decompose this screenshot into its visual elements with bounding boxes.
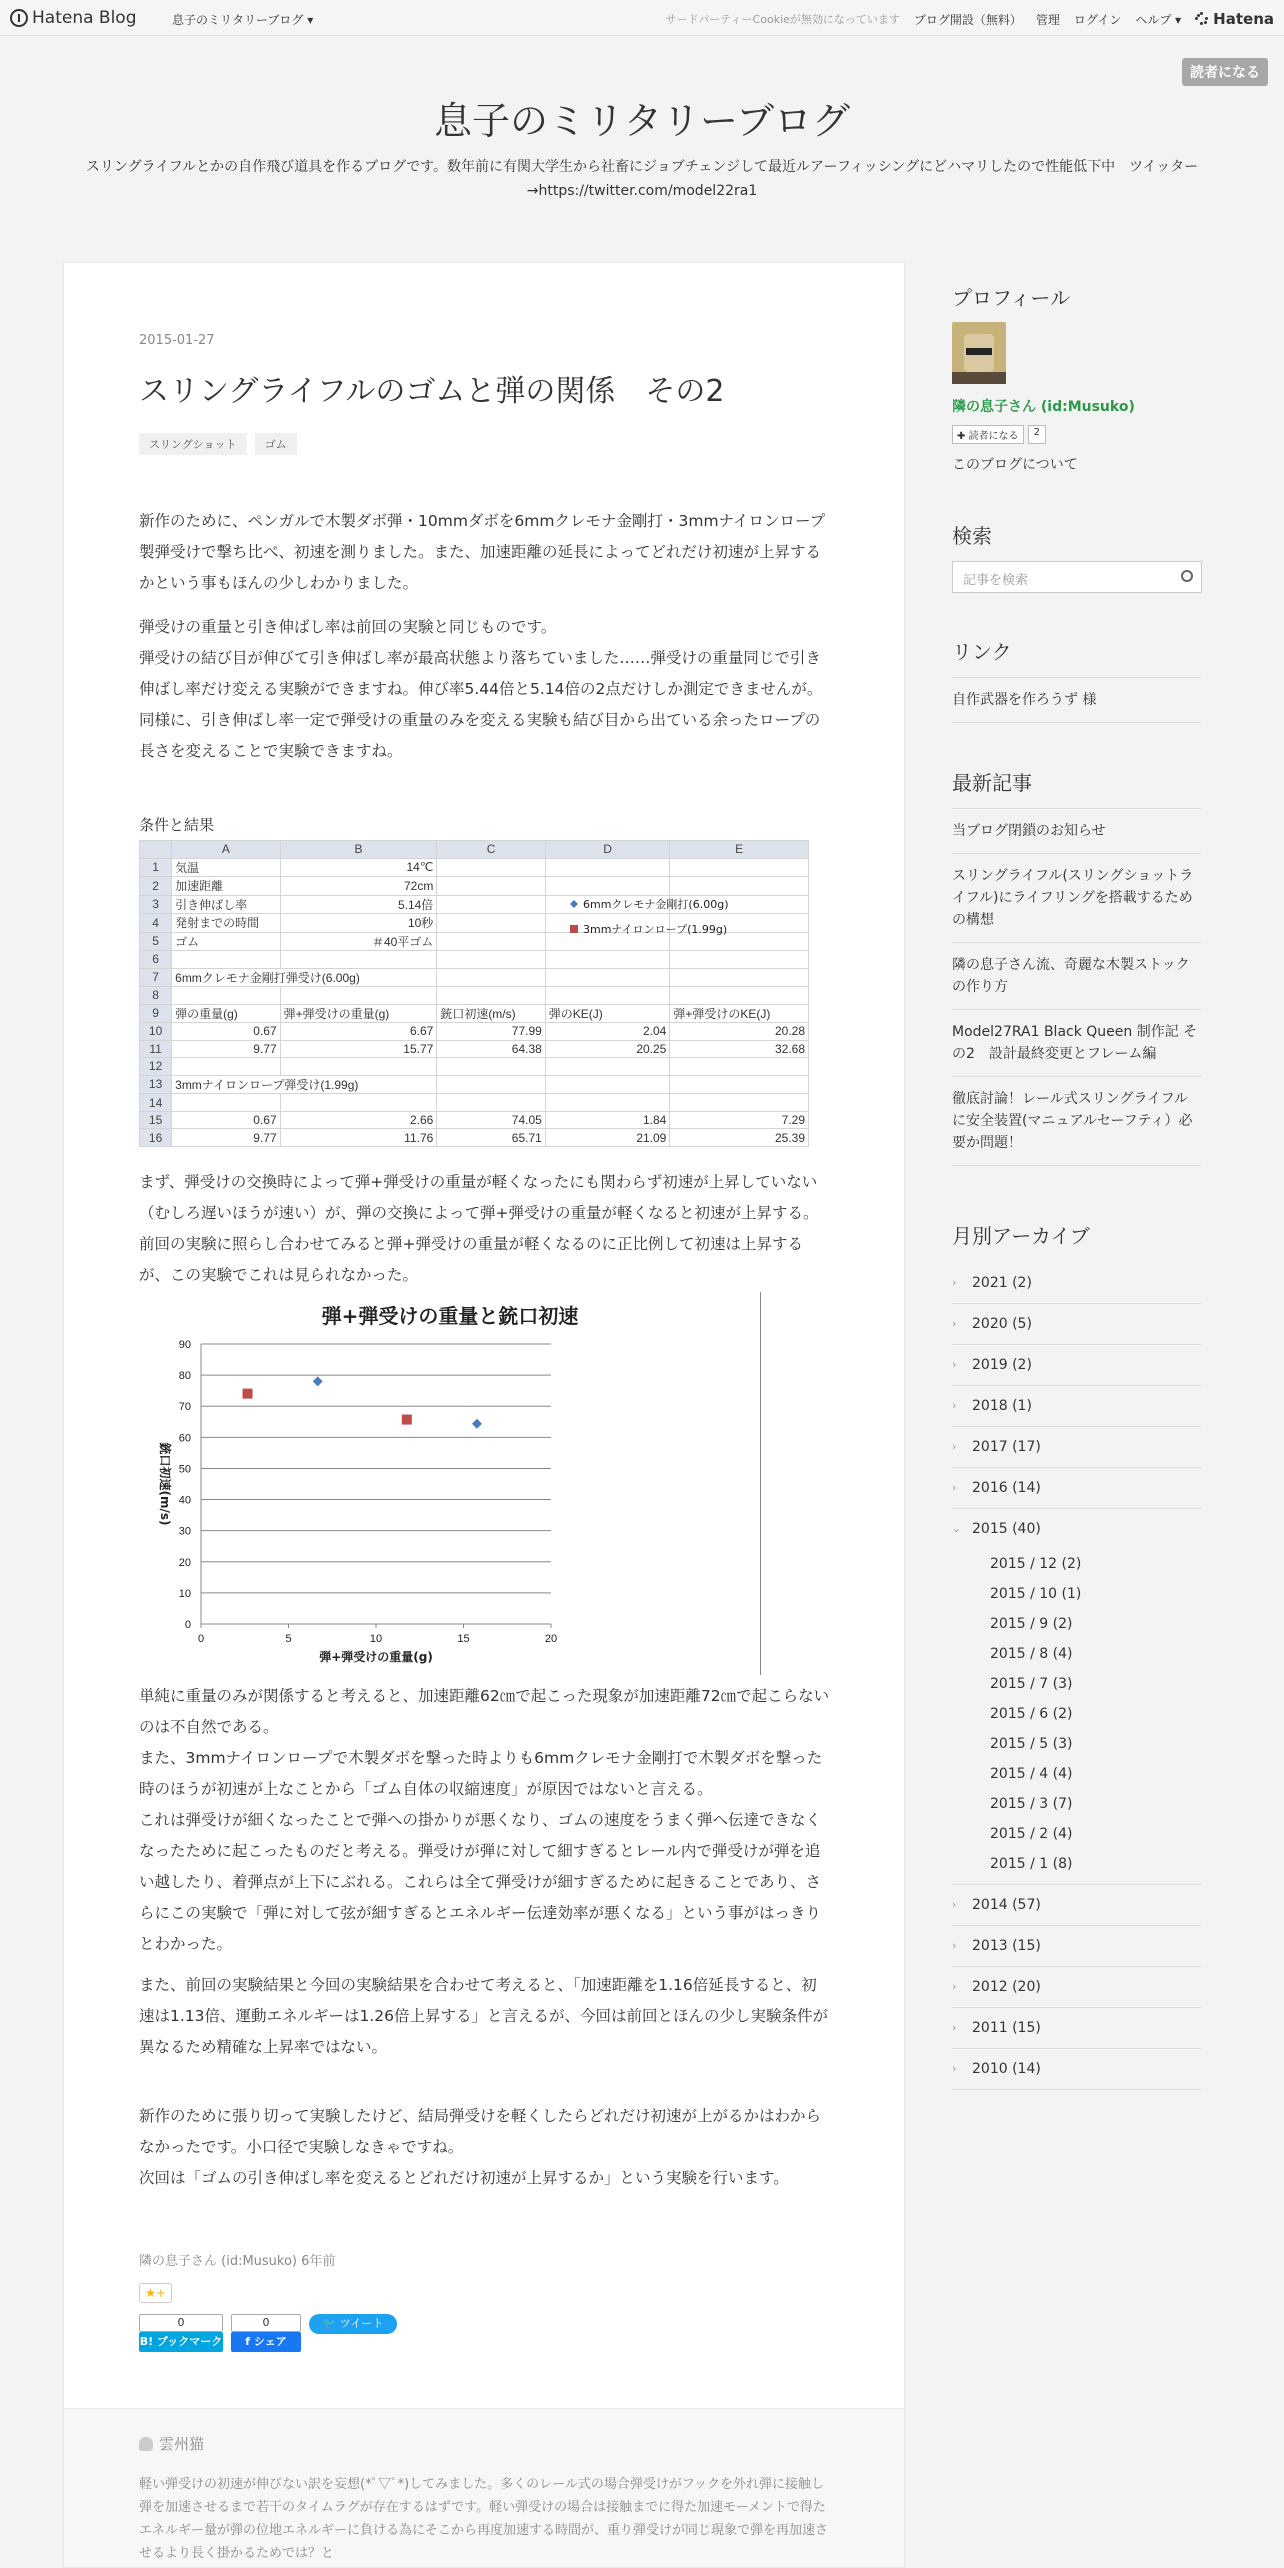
hatena-brand[interactable]: [1195, 10, 1274, 28]
spreadsheet-row: [140, 1129, 809, 1147]
spreadsheet-cell: 弾の重量(g): [172, 1004, 280, 1023]
row-number: 2: [140, 877, 172, 896]
facebook-button[interactable]: f シェア: [231, 2332, 301, 2352]
spreadsheet-cell: [172, 987, 280, 1005]
spreadsheet-cell: 14℃: [280, 858, 437, 877]
spreadsheet-cell: 7.29: [670, 1111, 809, 1129]
spreadsheet-row: [140, 1004, 809, 1023]
archive-year[interactable]: [952, 1468, 1202, 1509]
chevron-right-icon[interactable]: ›: [952, 1980, 957, 1993]
archive-month[interactable]: 2015 / 4 (4): [990, 1766, 1073, 1782]
search-placeholder: 記事を検索: [963, 573, 1029, 588]
spreadsheet-cell: 9.77: [172, 1129, 280, 1147]
chevron-right-icon[interactable]: ›: [952, 1317, 957, 1330]
archive-year[interactable]: [952, 1386, 1202, 1427]
archive-year[interactable]: [952, 1926, 1202, 1967]
recent-section: [952, 767, 1202, 1166]
spreadsheet-cell: [172, 951, 280, 969]
spreadsheet-cell: [670, 968, 809, 987]
spreadsheet-cell: 15.77: [280, 1040, 437, 1058]
spreadsheet-cell: [437, 877, 545, 896]
y-tick-label: 30: [178, 1525, 191, 1538]
comment-author[interactable]: [139, 2433, 204, 2454]
row-number: 10: [140, 1023, 172, 1041]
search-input[interactable]: [952, 561, 1202, 593]
spreadsheet-cell: 74.05: [437, 1111, 545, 1129]
spreadsheet-column-header: C: [437, 841, 545, 859]
spreadsheet-row: [140, 1075, 809, 1094]
spreadsheet-row: [140, 1023, 809, 1041]
archive-month[interactable]: 2015 / 3 (7): [990, 1796, 1073, 1812]
reader-button[interactable]: ✚ 読者になる: [952, 425, 1024, 444]
y-axis-label: 銃口初速(m/s): [158, 1442, 172, 1526]
spreadsheet-cell: 20.25: [545, 1040, 670, 1058]
spreadsheet-cell: [280, 1094, 437, 1112]
recent-entry[interactable]: Model27RA1 Black Queen 制作記 その2 設計最終変更とフレーム編: [952, 1010, 1202, 1077]
spreadsheet-column-header: D: [545, 841, 670, 859]
category-tag[interactable]: ゴム: [255, 433, 297, 455]
archive-year-label: 2017 (17): [972, 1439, 1041, 1455]
spreadsheet-cell: 77.99: [437, 1023, 545, 1041]
entry-paragraph: まず、弾受けの交換時によって弾+弾受けの重量が軽くなったにも関わらず初速が上昇していない（むしろ遅いほうが速い）が、弾の交換によって弾+弾受けの重量が軽くなると初速が上昇する。前回の実験に照らし合わせてみると弾+弾受けの重量が軽くなるのに正比例して初速は上昇するが、この実験でこれは見られなかった。: [139, 1173, 819, 1284]
archive-year-label: 2021 (2): [972, 1275, 1032, 1291]
spreadsheet-cell: [670, 858, 809, 877]
results-spreadsheet: [139, 840, 809, 1147]
spreadsheet-column-header: B: [280, 841, 437, 859]
archive-month[interactable]: 2015 / 12 (2): [990, 1556, 1082, 1572]
spreadsheet-cell: [437, 1058, 545, 1076]
spreadsheet-header-row: [140, 841, 809, 859]
bookmark-button[interactable]: B! ブックマーク: [139, 2332, 223, 2352]
archive-year-label: 2012 (20): [972, 1979, 1041, 1995]
reader-count: 2: [1028, 425, 1046, 444]
archive-list: [952, 1263, 1202, 2090]
spreadsheet-cell: [172, 1058, 280, 1076]
spreadsheet-cell: 発射までの時間: [172, 914, 280, 933]
hatena-dots-icon: [1195, 12, 1209, 26]
spreadsheet-cell: 9.77: [172, 1040, 280, 1058]
spreadsheet-cell: [437, 1075, 545, 1094]
table-heading: 条件と結果: [139, 816, 215, 834]
x-tick-label: 0: [197, 1633, 205, 1645]
spreadsheet-cell: 気温: [172, 858, 280, 877]
spreadsheet-cell: 弾+弾受けの重量(g): [280, 1004, 437, 1023]
bookmark-count: 0: [139, 2314, 223, 2332]
spreadsheet-cell: 3mmナイロンロープ弾受け(1.99g): [172, 1075, 437, 1094]
avatar[interactable]: [952, 322, 1006, 384]
archive-section: [952, 1220, 1202, 2090]
entry-title[interactable]: スリングライフルのゴムと弾の関係 その2: [139, 374, 725, 409]
spreadsheet-row: [140, 877, 809, 896]
facebook-share[interactable]: [231, 2314, 301, 2354]
comment-text: 軽い弾受けの初速が伸びない訳を妄想(*ﾟ▽ﾟ*)してみました。多くのレール式の場合弾受けがフックを外れ弾に接触し弾を加速させるまで若干のタイムラグが存在するはずです。軽い弾受けの場合は接触までに得た加速モーメントで得たエネルギー量が弾の位地エネルギーに負ける為にそこから再度加速する時間が、重り弾受けが同じ現象で弾を再加速させるより長く掛かるためでは？と: [139, 2477, 829, 2561]
spreadsheet-cell: [280, 987, 437, 1005]
spreadsheet-cell: 加速距離: [172, 877, 280, 896]
data-point: [313, 1376, 323, 1386]
archive-month[interactable]: 2015 / 10 (1): [990, 1586, 1082, 1602]
row-number: 7: [140, 968, 172, 987]
links-heading: リンク: [952, 640, 1012, 664]
tweet-button[interactable]: [309, 2314, 397, 2334]
spreadsheet-row: [140, 1094, 809, 1112]
spreadsheet-cell: 64.38: [437, 1040, 545, 1058]
x-axis-label: 弾+弾受けの重量(g): [319, 1650, 433, 1664]
bookmark-share[interactable]: [139, 2314, 223, 2354]
spreadsheet-cell: [670, 1075, 809, 1094]
archive-year-label: 2019 (2): [972, 1357, 1032, 1373]
spreadsheet-cell: 6.67: [280, 1023, 437, 1041]
chevron-right-icon[interactable]: ›: [952, 1481, 957, 1494]
spreadsheet-cell: 72cm: [280, 877, 437, 896]
spreadsheet-row: [140, 987, 809, 1005]
spreadsheet-cell: [280, 1058, 437, 1076]
login-link[interactable]: ログイン: [1073, 12, 1122, 27]
profile-heading: プロフィール: [952, 286, 1070, 310]
hatena-blog-logo[interactable]: [10, 8, 137, 28]
spreadsheet-cell: 2.04: [545, 1023, 670, 1041]
archive-year-label: 2010 (14): [972, 2061, 1041, 2077]
archive-month[interactable]: 2015 / 7 (3): [990, 1676, 1073, 1692]
spreadsheet-cell: 弾+弾受けのKE(J): [670, 1004, 809, 1023]
y-tick-label: 20: [178, 1556, 191, 1569]
x-tick-label: 5: [285, 1633, 292, 1645]
archive-year[interactable]: [952, 1967, 1202, 2008]
archive-year[interactable]: [952, 1427, 1202, 1468]
logo-text: Hatena Blog: [32, 8, 137, 28]
chevron-right-icon[interactable]: ›: [952, 1358, 957, 1371]
row-number: 16: [140, 1129, 172, 1147]
entry-paragraph: 新作のために張り切って実験したけど、結局弾受けを軽くしたらどれだけ初速が上がるかはわからなかったです。小口径で実験しなきゃですね。 次回は「ゴムの引き伸ばし率を変えるとどれだけ初速が上昇するか」という実験を行います。: [139, 2107, 822, 2187]
spreadsheet-cell: [545, 858, 670, 877]
sidebar-link[interactable]: 自作武器を作ろうず 様: [952, 677, 1202, 723]
spreadsheet-row: [140, 968, 809, 987]
y-tick-label: 40: [178, 1494, 191, 1507]
twitter-bird-icon: 🐦: [322, 2317, 340, 2330]
archive-year-label: 2020 (5): [972, 1316, 1032, 1332]
row-number: 13: [140, 1075, 172, 1094]
search-heading: 検索: [952, 524, 992, 548]
archive-year[interactable]: [952, 1345, 1202, 1386]
spreadsheet-cell: [545, 951, 670, 969]
archive-month[interactable]: 2015 / 8 (4): [990, 1646, 1073, 1662]
search-icon[interactable]: [1181, 570, 1193, 582]
data-point: [402, 1415, 412, 1425]
archive-year[interactable]: [952, 1509, 1202, 1549]
spreadsheet-cell: [172, 1094, 280, 1112]
spreadsheet-column-header: A: [172, 841, 280, 859]
spreadsheet-cell: [545, 1075, 670, 1094]
archive-year-label: 2015 (40): [972, 1521, 1041, 1537]
spreadsheet-cell: 引き伸ばし率: [172, 895, 280, 914]
spreadsheet-cell: [545, 987, 670, 1005]
blog-description: スリングライフルとかの自作飛び道具を作るブログです。数年前に有関大学生から社畜にジョブチェンジして最近ルアーフィッシングにどハマリしたので性能低下中 ツイッター→https://twitter.com/model22ra1: [85, 159, 1199, 199]
row-number: 1: [140, 858, 172, 877]
archive-month[interactable]: 2015 / 1 (8): [990, 1856, 1073, 1872]
spreadsheet-cell: [545, 968, 670, 987]
archive-year-label: 2011 (15): [972, 2020, 1041, 2036]
recent-entry[interactable]: スリングライフル(スリングショットライフル)にライフリングを搭載するための構想: [952, 854, 1202, 943]
spreadsheet-cell: 65.71: [437, 1129, 545, 1147]
admin-link[interactable]: 管理: [1035, 12, 1060, 27]
links-section: [952, 636, 1202, 723]
spreadsheet-cell: 2.66: [280, 1111, 437, 1129]
spreadsheet-row: [140, 858, 809, 877]
spreadsheet-cell: 20.28: [670, 1023, 809, 1041]
recent-entry[interactable]: 当ブログ閉鎖のお知らせ: [952, 808, 1202, 854]
row-number: 12: [140, 1058, 172, 1076]
spreadsheet-row: [140, 951, 809, 969]
spreadsheet-cell: 0.67: [172, 1111, 280, 1129]
y-tick-label: 70: [178, 1401, 191, 1414]
spreadsheet-cell: 5.14倍: [280, 895, 437, 914]
global-header: [0, 0, 1284, 36]
archive-year[interactable]: [952, 1263, 1202, 1304]
spreadsheet-cell: 11.76: [280, 1129, 437, 1147]
chevron-right-icon[interactable]: ›: [952, 1898, 957, 1911]
row-number: 9: [140, 1004, 172, 1023]
open-blog-link[interactable]: ブログ開設（無料）: [913, 12, 1022, 27]
archive-heading: 月別アーカイブ: [952, 1224, 1090, 1248]
x-tick-label: 10: [369, 1633, 383, 1645]
archive-year-label: 2014 (57): [972, 1897, 1041, 1913]
row-number: 15: [140, 1111, 172, 1129]
recent-entry[interactable]: 隣の息子さん流、奇麗な木製ストックの作り方: [952, 943, 1202, 1010]
hatena-brand-text: Hatena: [1213, 10, 1274, 28]
spreadsheet-cell: 25.39: [670, 1129, 809, 1147]
spreadsheet-cell: [670, 1094, 809, 1112]
spreadsheet-cell: [545, 1058, 670, 1076]
spreadsheet-cell: 6mmクレモナ金剛打弾受け(6.00g): [172, 968, 437, 987]
main-article: [63, 262, 905, 2568]
archive-year-label: 2016 (14): [972, 1480, 1041, 1496]
spreadsheet-cell: [670, 877, 809, 896]
spreadsheet-cell: 銃口初速(m/s): [437, 1004, 545, 1023]
y-tick-label: 80: [178, 1370, 191, 1383]
spreadsheet-cell: [437, 951, 545, 969]
comment: [63, 2408, 905, 2568]
archive-year-label: 2018 (1): [972, 1398, 1032, 1414]
facebook-count: 0: [231, 2314, 301, 2332]
spreadsheet-cell: [545, 877, 670, 896]
entry-paragraph: 新作のために、ペンガルで木製ダボ弾・10mmダボを6mmクレモナ金剛打・3mmナイロンロープ製弾受けで撃ち比べ、初速を測りました。また、加速距離の延長によってどれだけ初速が上昇するかという事もほんの少しわかりました。: [139, 512, 826, 592]
chevron-down-icon[interactable]: ⌄: [952, 1522, 962, 1535]
reader-button-label: 読者になる: [968, 431, 1019, 442]
blog-title[interactable]: 息子のミリタリーブログ: [433, 99, 851, 143]
spreadsheet-cell: [437, 987, 545, 1005]
y-tick-label: 90: [178, 1339, 191, 1351]
y-tick-label: 0: [184, 1619, 191, 1631]
row-number: 11: [140, 1040, 172, 1058]
y-tick-label: 50: [178, 1463, 191, 1476]
row-number: 3: [140, 895, 172, 914]
spreadsheet-cell: [670, 951, 809, 969]
x-tick-label: 15: [457, 1633, 470, 1645]
reader-row: [952, 425, 1202, 444]
archive-year[interactable]: [952, 2008, 1202, 2049]
sidebar-profile: [952, 282, 1202, 311]
archive-year[interactable]: [952, 2049, 1202, 2090]
spreadsheet-row: [140, 1111, 809, 1129]
comment-author-name: 雲州猫: [159, 2435, 205, 2453]
spreadsheet-cell: 1.84: [545, 1111, 670, 1129]
entry-paragraph: また、前回の実験結果と今回の実験結果を合わせて考えると、「加速距離を1.16倍延長すると、初速は1.13倍、運動エネルギーは1.26倍上昇する」と言えるが、今回は前回とほんの少し実験条件が異なるため精確な上昇率ではない。: [139, 1976, 829, 2056]
legend-label: 6mmクレモナ金剛打(6.00g): [583, 898, 729, 911]
archive-year-label: 2013 (15): [972, 1938, 1041, 1954]
data-point: [472, 1419, 482, 1429]
category-tag[interactable]: スリングショット: [139, 433, 247, 455]
header-right: [666, 10, 1274, 28]
chevron-right-icon[interactable]: ›: [952, 1440, 957, 1453]
spreadsheet-cell: [437, 932, 545, 951]
archive-month[interactable]: 2015 / 9 (2): [990, 1616, 1073, 1632]
help-menu[interactable]: ヘルプ ▾: [1135, 12, 1182, 27]
row-number: 14: [140, 1094, 172, 1112]
spreadsheet-cell: [437, 968, 545, 987]
profile-name[interactable]: 隣の息子さん (id:Musuko): [952, 399, 1135, 415]
spreadsheet-cell: 10秒: [280, 914, 437, 933]
cookie-notice[interactable]: サードパーティーCookieが無効になっています: [665, 13, 900, 26]
subscribe-button[interactable]: 読者になる: [1182, 58, 1268, 86]
spreadsheet-row: [140, 1040, 809, 1058]
entry-author[interactable]: 隣の息子さん (id:Musuko) 6年前: [139, 2254, 336, 2269]
about-link[interactable]: このブログについて: [952, 457, 1078, 473]
chevron-right-icon[interactable]: ›: [952, 1276, 957, 1289]
spreadsheet-cell: ゴム: [172, 932, 280, 951]
user-icon: [139, 2437, 153, 2451]
y-tick-label: 60: [178, 1432, 191, 1445]
spreadsheet-column-header: E: [670, 841, 809, 859]
spreadsheet-cell: [545, 1094, 670, 1112]
archive-month[interactable]: 2015 / 2 (4): [990, 1826, 1073, 1842]
chevron-right-icon[interactable]: ›: [952, 1939, 957, 1952]
entry-paragraph: 単純に重量のみが関係すると考えると、加速距離62㎝で起こった現象が加速距離72㎝で起こらないのは不自然である。 また、3mmナイロンロープで木製ダボを撃った時よりも6mmクレモナ金剛打で木製ダボを撃った時のほうが初速が上なことから「ゴム自体の収縮速度」が原因ではないと言える。 これは弾受けが細くなったことで弾への掛かりが悪くなり、ゴムの速度をうまく弾へ伝達できなくなったために起こったものだと考える。弾受けが弾に対して細すぎるとレール内で弾受けが弾を追い越したり、着弾点が上下にぶれる。これらは全て弾受けが細すぎるために起きることであり、さらにこの実験で「弾に対して弦が細すぎるとエネルギー伝達効率が悪くなる」という事がはっきりとわかった。: [139, 1687, 830, 1953]
category-list: [139, 433, 297, 455]
chevron-right-icon[interactable]: ›: [952, 1399, 957, 1412]
row-number: 6: [140, 951, 172, 969]
archive-month[interactable]: 2015 / 5 (3): [990, 1736, 1073, 1752]
blog-menu[interactable]: 息子のミリタリーブログ ▾: [172, 13, 314, 27]
row-number: 5: [140, 932, 172, 951]
spreadsheet-cell: [670, 987, 809, 1005]
archive-month[interactable]: 2015 / 6 (2): [990, 1706, 1073, 1722]
spreadsheet-cell: 32.68: [670, 1040, 809, 1058]
legend-label: 3mmナイロンロープ(1.99g): [583, 923, 728, 936]
recent-heading: 最新記事: [952, 771, 1032, 795]
search-section: [952, 520, 1202, 549]
spreadsheet-cell: 0.67: [172, 1023, 280, 1041]
chart-title: 弾+弾受けの重量と銃口初速: [321, 1304, 579, 1328]
archive-year[interactable]: [952, 1304, 1202, 1345]
spreadsheet-cell: 21.09: [545, 1129, 670, 1147]
spreadsheet-cell: ＃40平ゴム: [280, 932, 437, 951]
data-point: [243, 1389, 253, 1399]
spreadsheet-corner: [140, 841, 172, 859]
hatena-logo-icon: [10, 9, 28, 27]
entry-date[interactable]: 2015-01-27: [139, 333, 215, 348]
x-tick-label: 20: [544, 1633, 558, 1645]
entry-paragraph: 弾受けの重量と引き伸ばし率は前回の実験と同じものです。 弾受けの結び目が伸びて引き伸ばし率が最高状態より落ちていました……弾受けの重量同じで引き伸ばし率だけ変える実験ができますね。伸び率5.44倍と5.14倍の2点だけしか測定できませんが。同様に、引き伸ばし率一定で弾受けの重量のみを変える実験も結び目から出ている余ったロープの長さを変えることで実験できますね。: [139, 618, 823, 760]
recent-entry[interactable]: 徹底討論！レール式スリングライフルに安全装置(マニュアルセーフティ）必要か問題！: [952, 1077, 1202, 1166]
spreadsheet-cell: 弾のKE(J): [545, 1004, 670, 1023]
spreadsheet-row: [140, 1058, 809, 1076]
legend-marker: [570, 925, 578, 933]
star-button[interactable]: ★+: [139, 2283, 172, 2303]
y-tick-label: 10: [178, 1587, 191, 1600]
spreadsheet-cell: [437, 895, 545, 914]
row-number: 4: [140, 914, 172, 933]
chevron-right-icon[interactable]: ›: [952, 2062, 957, 2075]
spreadsheet-cell: [437, 858, 545, 877]
spreadsheet-cell: [437, 914, 545, 933]
archive-year[interactable]: [952, 1885, 1202, 1926]
tweet-label: ツイート: [339, 2317, 384, 2330]
row-number: 8: [140, 987, 172, 1005]
spreadsheet-cell: [437, 1094, 545, 1112]
spreadsheet-cell: [670, 1058, 809, 1076]
spreadsheet-cell: [280, 951, 437, 969]
chevron-right-icon[interactable]: ›: [952, 2021, 957, 2034]
